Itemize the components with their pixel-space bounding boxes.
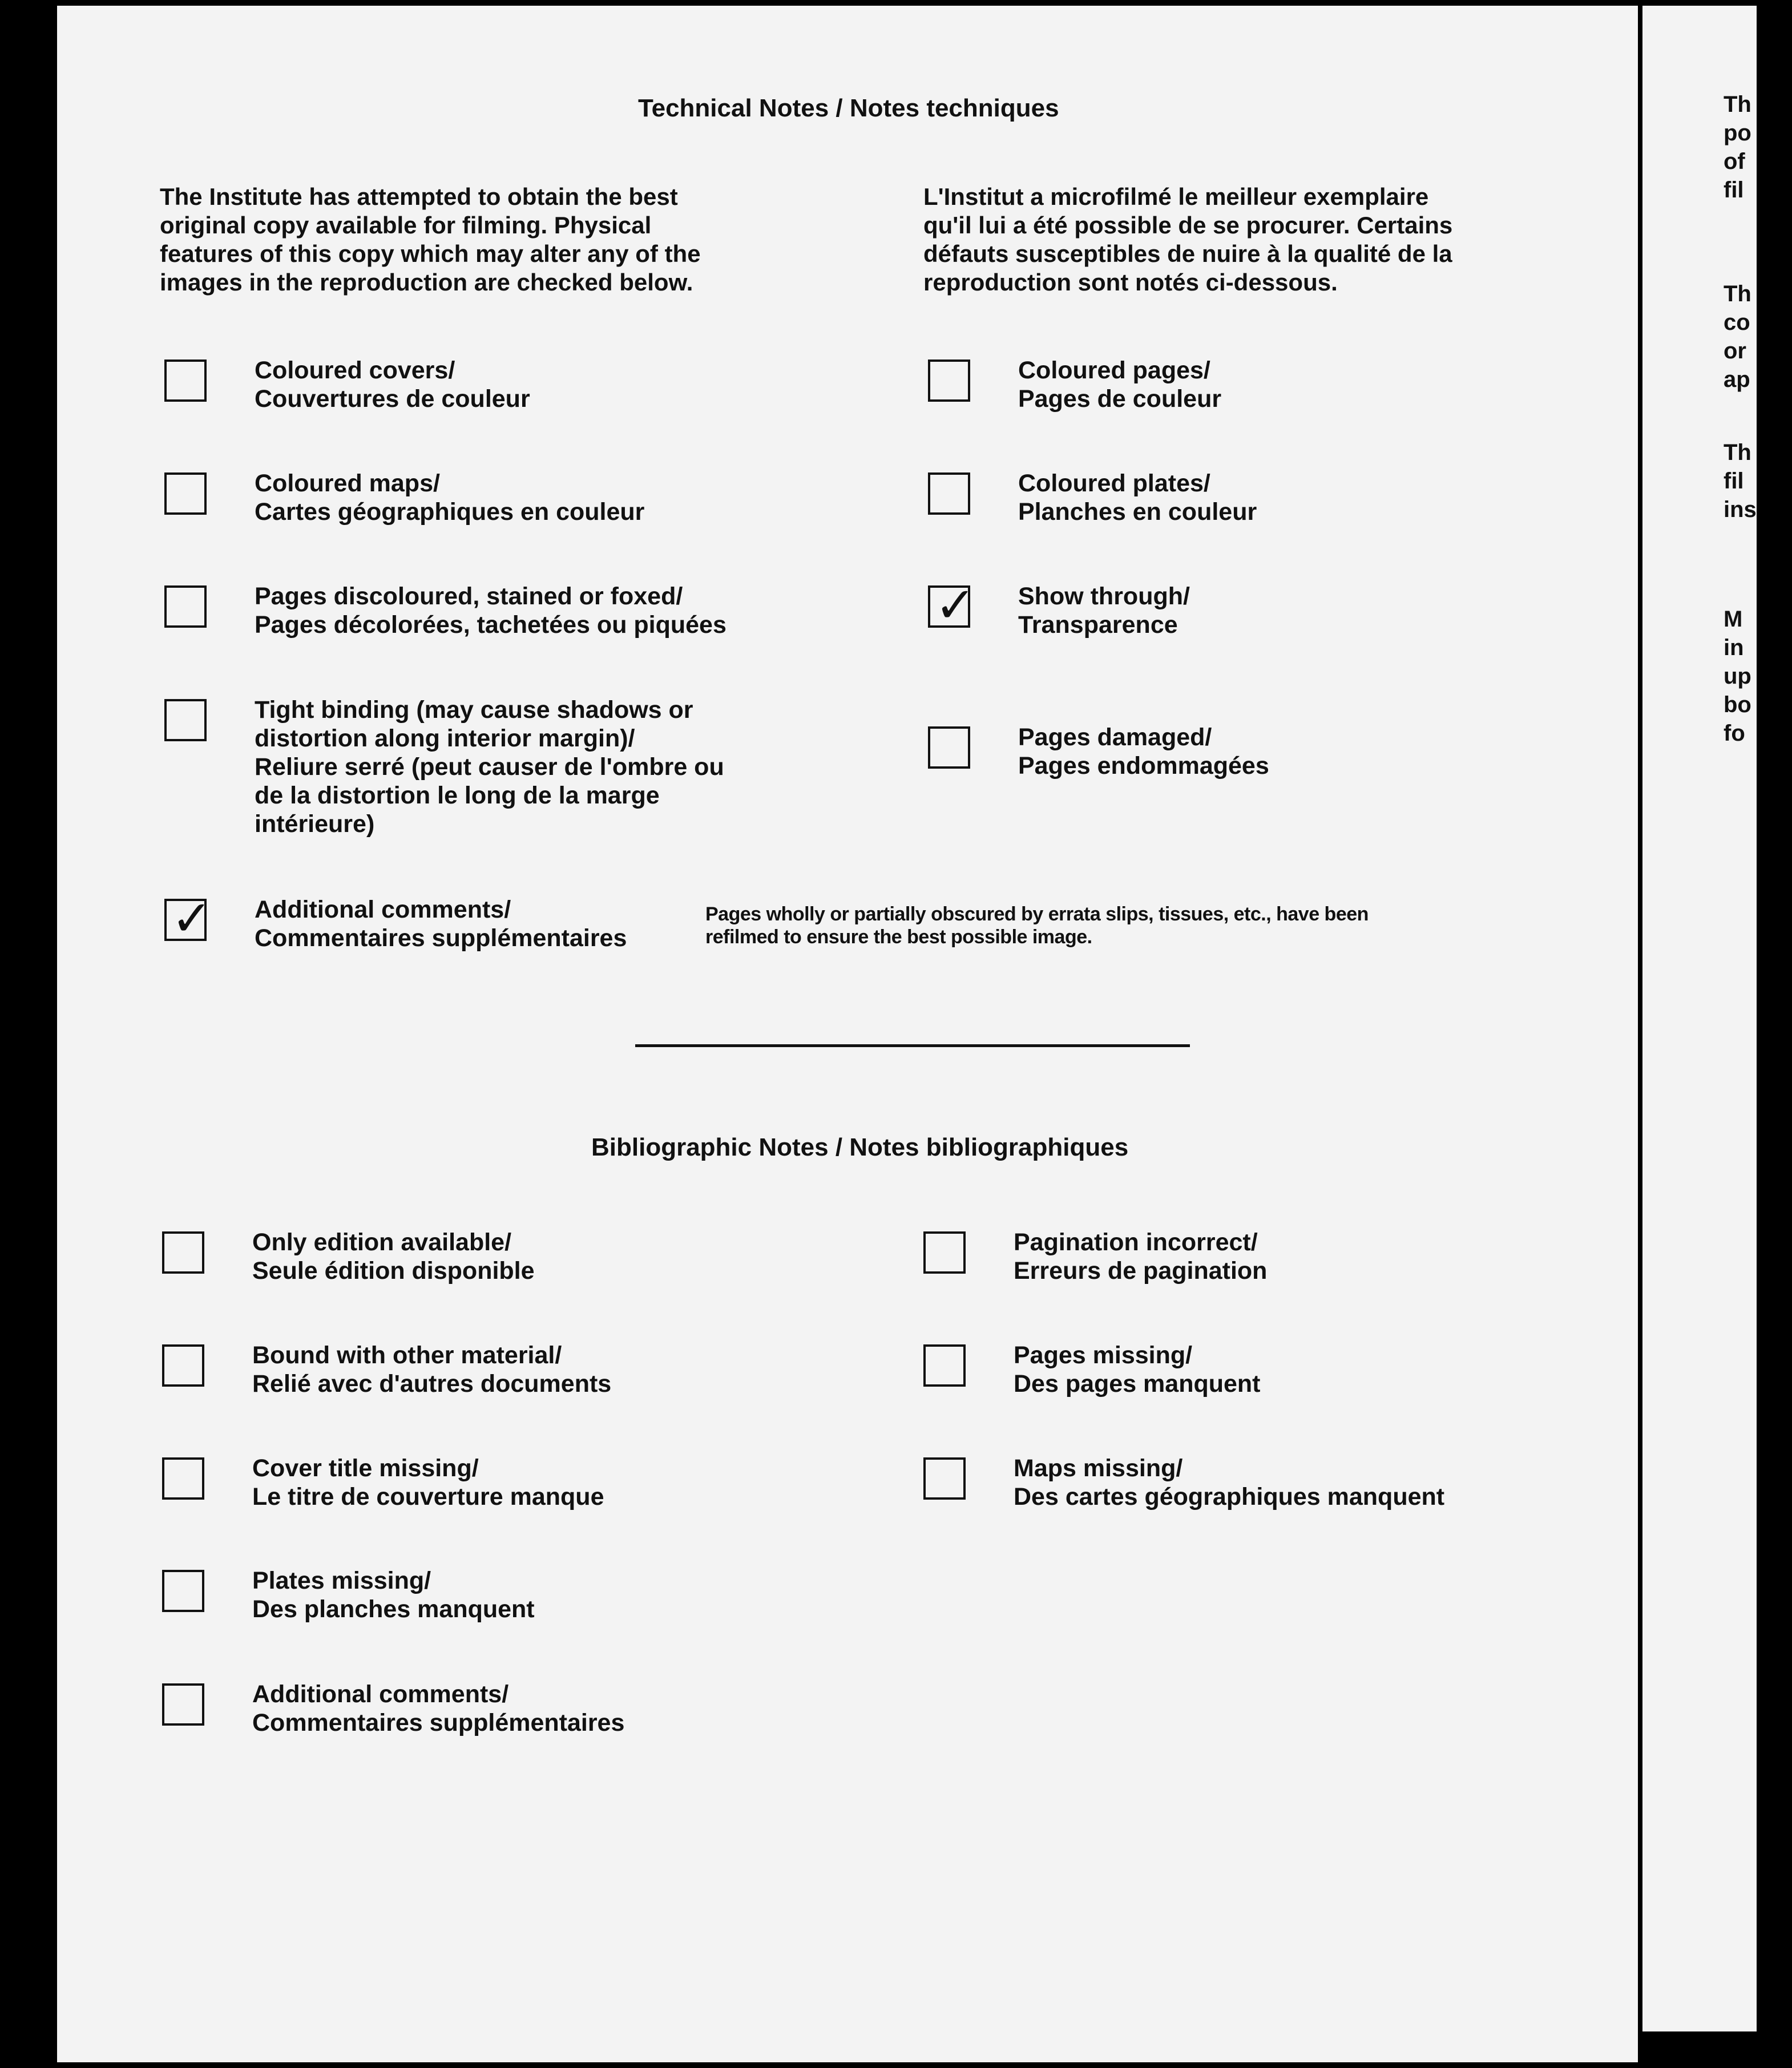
intro-english-line: features of this copy which may alter any of the	[160, 240, 701, 267]
cover-title-missing-checkbox[interactable]	[162, 1457, 204, 1500]
label-line: de la distortion le long de la marge	[255, 782, 660, 809]
maps-missing-label	[1014, 1454, 1444, 1511]
coloured-plates-label	[1018, 469, 1257, 526]
label-line: distortion along interior margin)/	[255, 725, 635, 752]
label-line: Transparence	[1018, 611, 1178, 639]
label-line: Additional comments/	[252, 1681, 509, 1708]
label-line: Plates missing/	[252, 1567, 431, 1594]
label-line: intérieure)	[255, 810, 375, 838]
pages-missing-label	[1014, 1341, 1261, 1398]
fragment-line: po	[1724, 120, 1751, 146]
pages-missing-checkbox[interactable]	[923, 1344, 966, 1387]
label-line: Reliure serré (peut causer de l'ombre ou	[255, 753, 724, 781]
label-line: Couvertures de couleur	[255, 385, 530, 413]
coloured-pages-label	[1018, 356, 1221, 413]
bibliographic-additional-comments-checkbox[interactable]	[162, 1683, 204, 1726]
coloured-plates-checkbox[interactable]	[928, 472, 970, 515]
label-line: Pages décolorées, tachetées ou piquées	[255, 611, 727, 639]
fragment-line: ins	[1724, 497, 1757, 522]
intro-english-line: original copy available for filming. Physical	[160, 212, 652, 239]
label-line: Pages endommagées	[1018, 752, 1269, 779]
label-line: Maps missing/	[1014, 1455, 1183, 1482]
coloured-covers-label	[255, 356, 530, 413]
intro-french	[923, 183, 1452, 297]
adjacent-fragment-group-1	[1724, 90, 1792, 204]
adjacent-page-strip	[1642, 6, 1757, 2031]
fragment-line: M	[1724, 607, 1743, 632]
maps-missing-checkbox[interactable]	[923, 1457, 966, 1500]
label-line: Pages missing/	[1014, 1342, 1193, 1369]
label-line: Commentaires supplémentaires	[255, 924, 627, 952]
fragment-line: fil	[1724, 468, 1744, 494]
show-through-checkbox[interactable]	[928, 577, 976, 634]
label-line: Des planches manquent	[252, 1596, 535, 1623]
label-line: Commentaires supplémentaires	[252, 1709, 625, 1736]
technical-additional-comments-label	[255, 895, 627, 952]
label-line: Additional comments/	[255, 896, 511, 923]
label-line: Le titre de couverture manque	[252, 1483, 604, 1510]
intro-english	[160, 183, 701, 297]
pagination-incorrect-checkbox[interactable]	[923, 1231, 966, 1274]
bibliographic-notes-heading: Bibliographic Notes / Notes bibliographiques	[591, 1133, 1129, 1161]
fragment-line: up	[1724, 664, 1751, 689]
document-page	[57, 6, 1638, 2062]
label-line: Only edition available/	[252, 1229, 512, 1256]
comment-line: Pages wholly or partially obscured by errata slips, tissues, etc., have been	[705, 903, 1369, 925]
intro-french-line: défauts susceptibles de nuire à la qualité de la	[923, 240, 1452, 267]
label-line: Tight binding (may cause shadows or	[255, 696, 693, 724]
pages-discoloured-checkbox[interactable]	[164, 585, 207, 628]
intro-french-line: qu'il lui a été possible de se procurer. Certains	[923, 212, 1453, 239]
plates-missing-checkbox[interactable]	[162, 1570, 204, 1612]
adjacent-fragment-group-2	[1724, 280, 1792, 394]
fragment-line: co	[1724, 310, 1750, 335]
bound-with-checkbox[interactable]	[162, 1344, 204, 1387]
only-edition-label	[252, 1228, 535, 1285]
pagination-incorrect-label	[1014, 1228, 1267, 1285]
label-line: Pagination incorrect/	[1014, 1229, 1258, 1256]
label-line: Coloured maps/	[255, 470, 440, 497]
technical-notes-heading: Technical Notes / Notes techniques	[638, 94, 1059, 122]
label-line: Pages de couleur	[1018, 385, 1222, 413]
label-line: Erreurs de pagination	[1014, 1257, 1268, 1285]
section-divider	[635, 1044, 1190, 1047]
fragment-line: Th	[1724, 440, 1751, 465]
label-line: Des cartes géographiques manquent	[1014, 1483, 1445, 1510]
coloured-maps-checkbox[interactable]	[164, 472, 207, 515]
comment-line: refilmed to ensure the best possible image.	[705, 926, 1092, 948]
label-line: Cartes géographiques en couleur	[255, 498, 645, 526]
fragment-line: of	[1724, 149, 1745, 174]
pages-damaged-checkbox[interactable]	[928, 726, 970, 769]
label-line: Pages discoloured, stained or foxed/	[255, 583, 683, 610]
cover-title-missing-label	[252, 1454, 604, 1511]
technical-additional-comments-checkbox[interactable]	[164, 890, 213, 947]
fragment-line: or	[1724, 338, 1746, 363]
fragment-line: in	[1724, 635, 1744, 660]
label-line: Show through/	[1018, 583, 1190, 610]
adjacent-fragment-group-3	[1724, 438, 1792, 524]
intro-english-line: images in the reproduction are checked below.	[160, 269, 693, 296]
fragment-line: Th	[1724, 92, 1751, 117]
label-line: Coloured covers/	[255, 357, 455, 384]
pages-discoloured-label	[255, 582, 727, 639]
label-line: Coloured pages/	[1018, 357, 1210, 384]
intro-english-line: The Institute has attempted to obtain the best	[160, 183, 678, 210]
checkmark-icon: ✓	[171, 890, 213, 947]
bound-with-label	[252, 1341, 611, 1398]
fragment-line: Th	[1724, 281, 1751, 306]
label-line: Relié avec d'autres documents	[252, 1370, 612, 1397]
label-line: Des pages manquent	[1014, 1370, 1261, 1397]
coloured-pages-checkbox[interactable]	[928, 360, 970, 402]
label-line: Seule édition disponible	[252, 1257, 535, 1285]
plates-missing-label	[252, 1566, 535, 1623]
fragment-line: bo	[1724, 692, 1751, 717]
show-through-label	[1018, 582, 1190, 639]
label-line: Pages damaged/	[1018, 724, 1212, 751]
fragment-line: ap	[1724, 367, 1750, 392]
adjacent-fragment-group-4	[1724, 605, 1792, 748]
coloured-maps-label	[255, 469, 644, 526]
label-line: Coloured plates/	[1018, 470, 1210, 497]
intro-french-line: L'Institut a microfilmé le meilleur exemplaire	[923, 183, 1429, 210]
technical-additional-comments-text	[705, 903, 1369, 948]
only-edition-checkbox[interactable]	[162, 1231, 204, 1274]
intro-french-line: reproduction sont notés ci-dessous.	[923, 269, 1338, 296]
label-line: Planches en couleur	[1018, 498, 1257, 526]
fragment-line: fil	[1724, 177, 1744, 203]
pages-damaged-label	[1018, 723, 1269, 780]
bibliographic-additional-comments-label	[252, 1680, 624, 1737]
tight-binding-label	[255, 696, 724, 838]
label-line: Bound with other material/	[252, 1342, 562, 1369]
checkmark-icon: ✓	[935, 577, 976, 634]
fragment-line: fo	[1724, 721, 1745, 746]
coloured-covers-checkbox[interactable]	[164, 360, 207, 402]
tight-binding-checkbox[interactable]	[164, 699, 207, 741]
label-line: Cover title missing/	[252, 1455, 479, 1482]
